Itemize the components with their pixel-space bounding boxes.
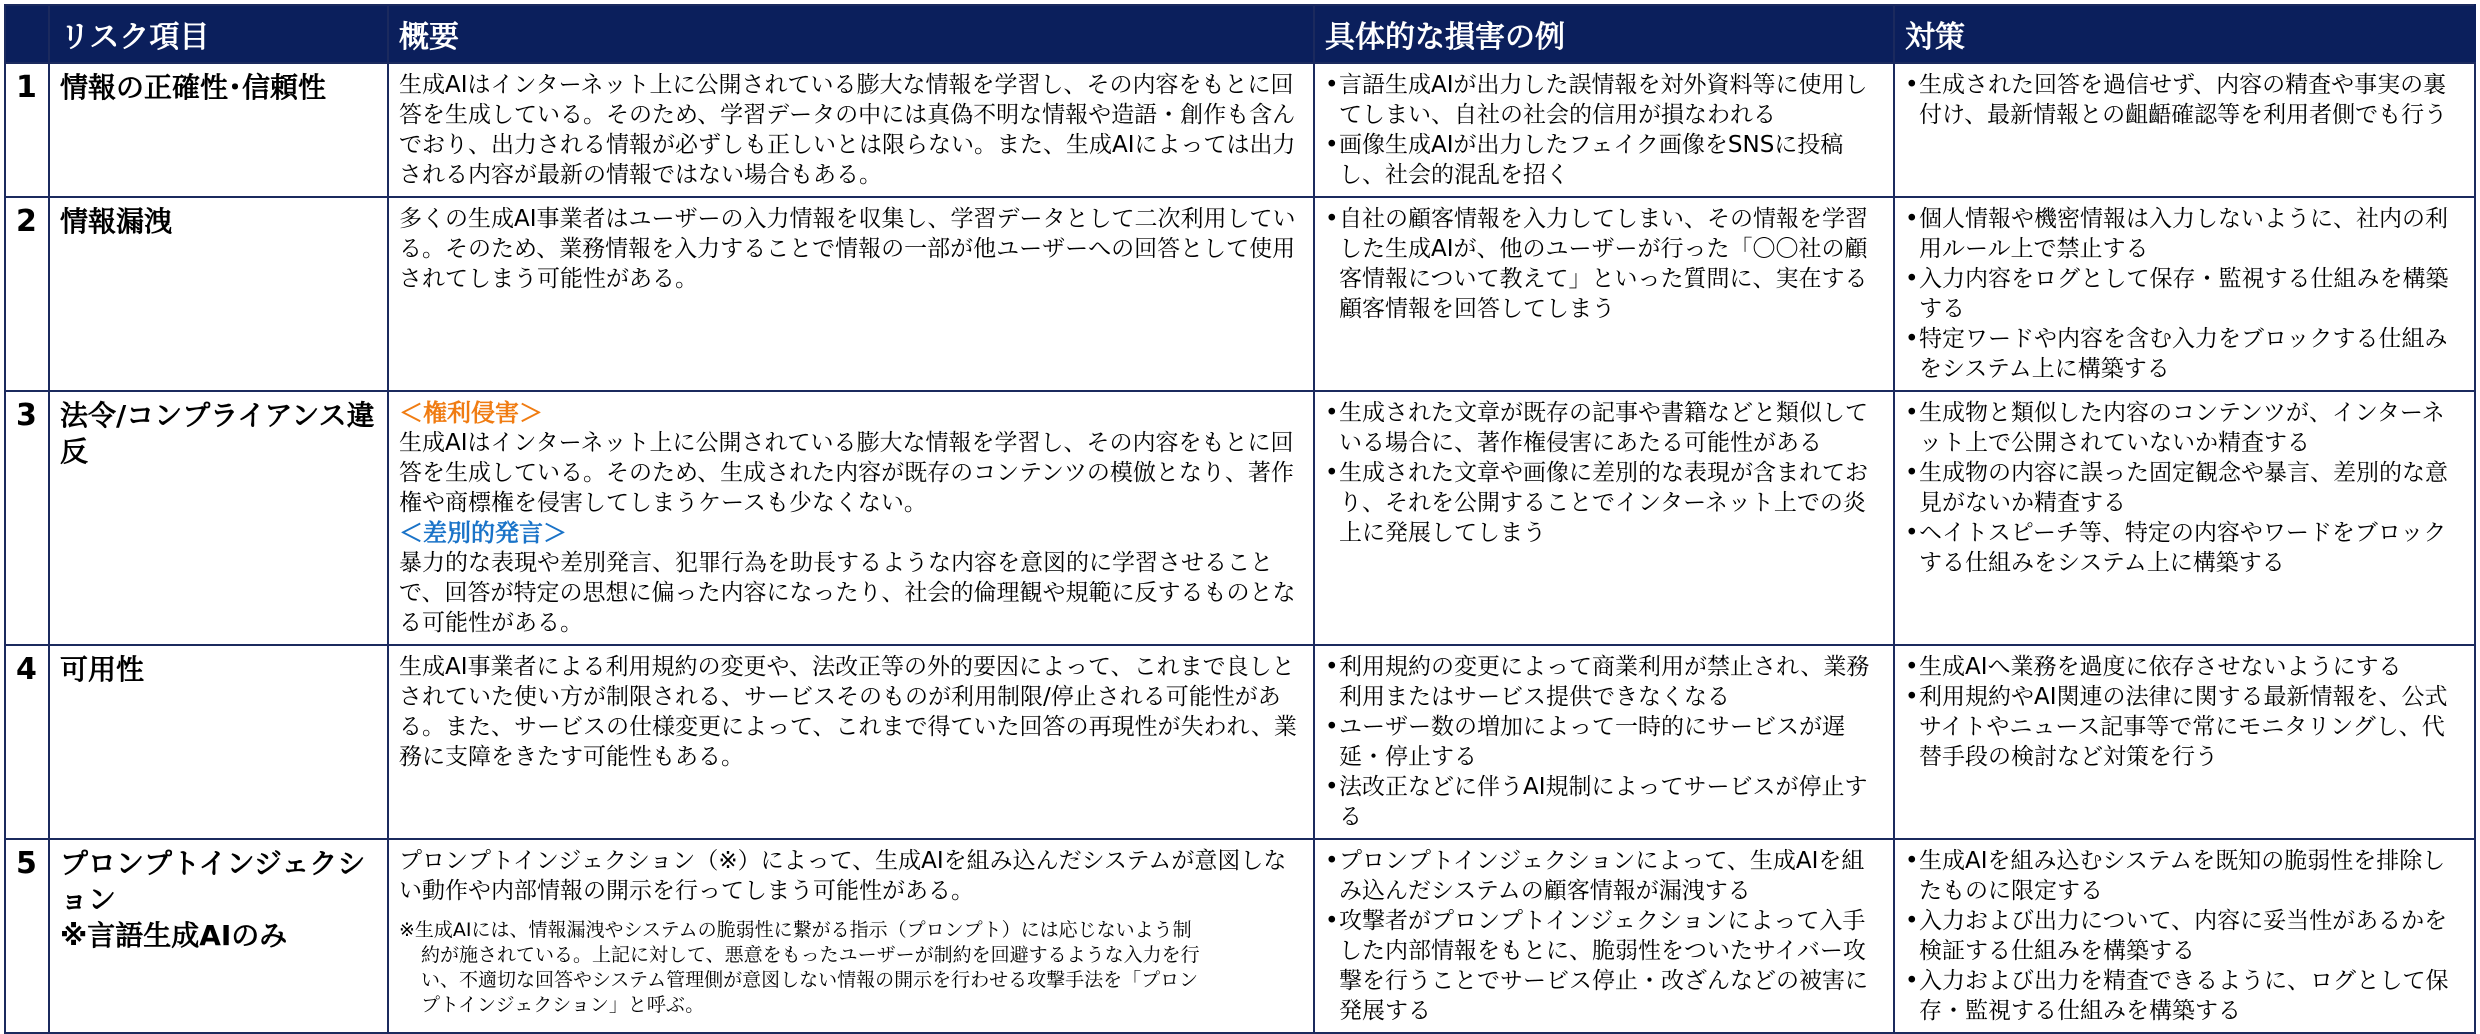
measure-item: • 個人情報や機密情報は入力しないように、社内の利用ルール上で禁止する	[1905, 204, 2464, 264]
countermeasures	[1894, 63, 2475, 197]
countermeasures	[1894, 645, 2475, 839]
example-item: • 言語生成AIが出力した誤情報を対外資料等に使用してしまい、自社の社会的信用が損なわれる	[1325, 70, 1883, 130]
row-number: 1	[5, 63, 49, 197]
measure-item: • 入力および出力について、内容に妥当性があるかを検証する仕組みを構築する	[1905, 906, 2464, 966]
risk-item	[49, 839, 388, 1033]
risk-item: 法令/コンプライアンス違反	[49, 391, 388, 645]
risk-summary	[388, 839, 1314, 1033]
row-number: 3	[5, 391, 49, 645]
measure-item: • ヘイトスピーチ等、特定の内容やワードをブロックする仕組みをシステム上に構築する	[1905, 518, 2464, 578]
example-item: • 生成された文章が既存の記事や書籍などと類似している場合に、著作権侵害にあたる可能性がある	[1325, 398, 1883, 458]
measure-item: • 特定ワードや内容を含む入力をブロックする仕組みをシステム上に構築する	[1905, 324, 2464, 384]
countermeasures	[1894, 197, 2475, 391]
summary-text: 生成AIはインターネット上に公開されている膨大な情報を学習し、その内容をもとに回答を生成している。そのため、生成された内容が既存のコンテンツの模倣となり、著作権や商標権を侵害してしまうケースも少なくない。	[399, 430, 1294, 516]
row-number: 2	[5, 197, 49, 391]
measure-item: • 生成された回答を過信せず、内容の精査や事実の裏付け、最新情報との齟齬確認等を利用者側でも行う	[1905, 70, 2464, 130]
header-summary: 概要	[388, 5, 1314, 63]
table-row	[5, 391, 2475, 645]
example-item: • ユーザー数の増加によって一時的にサービスが遅延・停止する	[1325, 712, 1883, 772]
example-item: • 画像生成AIが出力したフェイク画像をSNSに投稿し、社会的混乱を招く	[1325, 130, 1883, 190]
table-row	[5, 197, 2475, 391]
risk-item-title: プロンプトインジェクション	[60, 847, 366, 916]
measure-item: • 生成AIへ業務を過度に依存させないようにする	[1905, 652, 2464, 682]
measure-item: • 入力および出力を精査できるように、ログとして保存・監視する仕組みを構築する	[1905, 966, 2464, 1026]
measure-item: • 生成AIを組み込むシステムを既知の脆弱性を排除したものに限定する	[1905, 846, 2464, 906]
risk-item: 情報漏洩	[49, 197, 388, 391]
risk-summary	[388, 197, 1314, 391]
measure-item: • 入力内容をログとして保存・監視する仕組みを構築する	[1905, 264, 2464, 324]
measure-item: • 利用規約やAI関連の法律に関する最新情報を、公式サイトやニュース記事等で常にモニタリングし、代替手段の検討など対策を行う	[1905, 682, 2464, 772]
header-number	[5, 5, 49, 63]
row-number: 4	[5, 645, 49, 839]
damage-examples	[1314, 391, 1894, 645]
measure-item: • 生成物と類似した内容のコンテンツが、インターネット上で公開されていないか精査する	[1905, 398, 2464, 458]
header-row	[5, 5, 2475, 63]
rights-infringement-heading: ＜権利侵害＞	[399, 399, 543, 427]
risk-item: 可用性	[49, 645, 388, 839]
example-item: • 自社の顧客情報を入力してしまい、その情報を学習した生成AIが、他のユーザーが行った「〇〇社の顧客情報について教えて」といった質問に、実在する顧客情報を回答してしまう	[1325, 204, 1883, 324]
risk-summary	[388, 391, 1314, 645]
risk-item-note: ※言語生成AIのみ	[60, 919, 288, 952]
countermeasures	[1894, 839, 2475, 1033]
example-item: • 法改正などに伴うAI規制によってサービスが停止する	[1325, 772, 1883, 832]
risk-summary	[388, 63, 1314, 197]
damage-examples	[1314, 63, 1894, 197]
table-row	[5, 839, 2475, 1033]
summary-text: 生成AIはインターネット上に公開されている膨大な情報を学習し、その内容をもとに回答を生成している。そのため、学習データの中には真偽不明な情報や造語・創作も含んでおり、出力される情報が必ずしも正しいとは限らない。また、生成AIによっては出力される内容が最新の情報ではない場合もある。	[399, 72, 1296, 188]
summary-text: プロンプトインジェクション（※）によって、生成AIを組み込んだシステムが意図しない動作や内部情報の開示を行ってしまう可能性がある。	[399, 848, 1287, 904]
table-row	[5, 645, 2475, 839]
example-item: • プロンプトインジェクションによって、生成AIを組み込んだシステムの顧客情報が漏洩する	[1325, 846, 1883, 906]
risk-item: 情報の正確性･信頼性	[49, 63, 388, 197]
summary-text: 生成AI事業者による利用規約の変更や、法改正等の外的要因によって、これまで良しとされていた使い方が制限される、サービスそのものが利用制限/停止される可能性がある。また、サービスの仕様変更によって、これまで得ていた回答の再現性が失われ、業務に支障をきたす可能性もある。	[399, 654, 1297, 770]
header-risk-item: リスク項目	[49, 5, 388, 63]
risk-summary	[388, 645, 1314, 839]
footnote: ※生成AIには、情報漏洩やシステムの脆弱性に繋がる指示（プロンプト）には応じないよう制約が施されている。上記に対して、悪意をもったユーザーが制約を回避するような入力を行い、不適切な回答やシステム管理側が意図しない情報の開示を行わせる攻撃手法を「プロンプトインジェクション」と呼ぶ。	[399, 919, 1200, 1016]
example-item: • 生成された文章や画像に差別的な表現が含まれており、それを公開することでインターネット上での炎上に発展してしまう	[1325, 458, 1883, 548]
countermeasures	[1894, 391, 2475, 645]
header-measures: 対策	[1894, 5, 2475, 63]
damage-examples	[1314, 197, 1894, 391]
example-item: • 利用規約の変更によって商業利用が禁止され、業務利用またはサービス提供できなくなる	[1325, 652, 1883, 712]
discrimination-heading: ＜差別的発言＞	[399, 519, 567, 547]
measure-item: • 生成物の内容に誤った固定観念や暴言、差別的な意見がないか精査する	[1905, 458, 2464, 518]
summary-text: 多くの生成AI事業者はユーザーの入力情報を収集し、学習データとして二次利用している。そのため、業務情報を入力することで情報の一部が他ユーザーへの回答として使用されてしまう可能性がある。	[399, 206, 1296, 292]
damage-examples	[1314, 839, 1894, 1033]
example-item: • 攻撃者がプロンプトインジェクションによって入手した内部情報をもとに、脆弱性をついたサイバー攻撃を行うことでサービス停止・改ざんなどの被害に発展する	[1325, 906, 1883, 1026]
row-number: 5	[5, 839, 49, 1033]
table-row	[5, 63, 2475, 197]
damage-examples	[1314, 645, 1894, 839]
risk-table	[4, 4, 2476, 1034]
summary-text: 暴力的な表現や差別発言、犯罪行為を助長するような内容を意図的に学習させることで、回答が特定の思想に偏った内容になったり、社会的倫理観や規範に反するものとなる可能性がある。	[399, 550, 1296, 636]
header-examples: 具体的な損害の例	[1314, 5, 1894, 63]
